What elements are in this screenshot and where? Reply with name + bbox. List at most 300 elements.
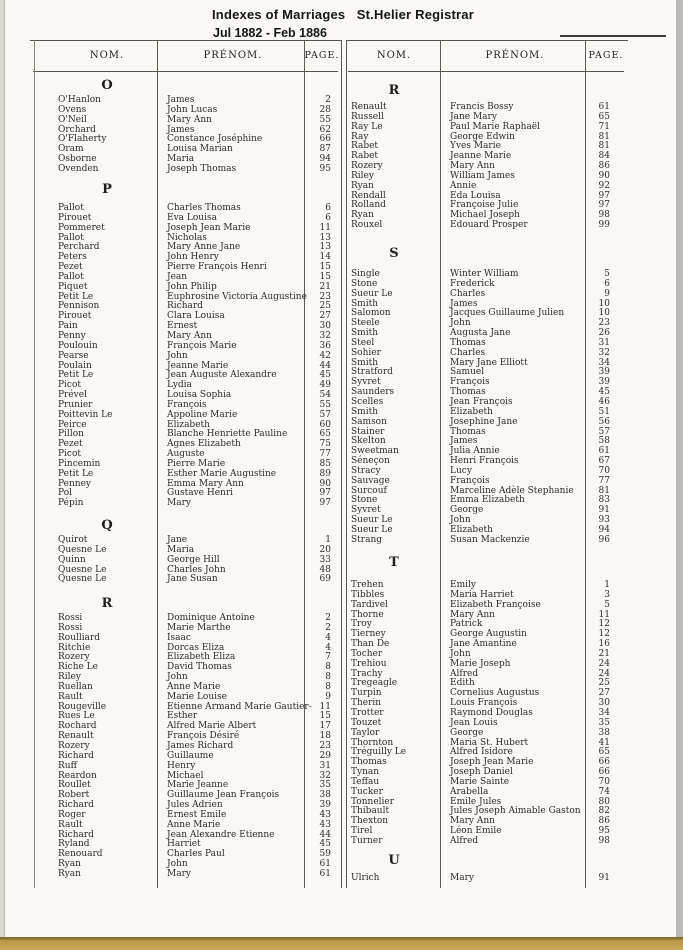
- page-cell: 41: [598, 737, 610, 748]
- nom-cell: Picot: [58, 449, 82, 460]
- nom-cell: Sohier: [351, 347, 381, 358]
- prenom-cell: Thomas: [450, 387, 486, 398]
- page-cell: 32: [598, 347, 610, 358]
- nom-cell: Rault: [58, 691, 83, 702]
- prenom-cell: John: [450, 515, 471, 526]
- page-cell: 65: [598, 111, 610, 122]
- prenom-cell: James Richard: [167, 740, 234, 751]
- index-row: [350, 428, 612, 438]
- page-cell: 62: [319, 124, 331, 135]
- nom-cell: Renault: [58, 731, 94, 742]
- page-cell: 93: [598, 515, 610, 526]
- page-cell: 57: [319, 409, 331, 420]
- prenom-cell: Alfred Marie Albert: [167, 721, 257, 732]
- nom-cell: Pépin: [58, 498, 84, 509]
- nom-cell: Stone: [351, 495, 378, 506]
- page-cell: 2: [325, 622, 331, 633]
- prenom-cell: Harriet: [167, 839, 201, 850]
- nom-cell: Ray: [351, 131, 369, 142]
- nom-cell: Tregeagle: [351, 678, 398, 689]
- nom-cell: Ulrich: [351, 873, 380, 883]
- prenom-cell: John Lucas: [167, 104, 218, 115]
- nom-cell: Pirouet: [58, 311, 92, 322]
- page-cell: 13: [319, 242, 331, 253]
- index-row: [350, 874, 612, 884]
- page-cell: 95: [598, 826, 610, 837]
- prenom-cell: Auguste: [167, 449, 205, 460]
- page-cell: 65: [319, 429, 331, 440]
- nom-cell: Renouard: [58, 849, 103, 860]
- page-cell: 83: [598, 495, 610, 506]
- index-row: [57, 263, 333, 273]
- nom-cell: Trehen: [351, 580, 384, 590]
- nom-cell: Smith: [351, 328, 378, 339]
- prenom-cell: Jane Mary: [450, 111, 497, 122]
- page-cell: 57: [598, 426, 610, 437]
- prenom-cell: Louis François: [450, 698, 518, 709]
- page-cell: 24: [598, 658, 610, 669]
- page-cell: 8: [325, 681, 331, 692]
- nom-cell: Poittevin Le: [58, 409, 113, 420]
- prenom-cell: Thomas: [450, 426, 486, 437]
- prenom-cell: Jane Amantine: [450, 639, 517, 650]
- nom-cell: Orchard: [58, 124, 96, 135]
- page-cell: 42: [319, 350, 331, 361]
- nom-cell: Quinn: [58, 554, 86, 565]
- section-rows: [350, 874, 612, 884]
- prenom-cell: Ernest: [167, 321, 198, 332]
- page-cell: 10: [598, 308, 610, 319]
- page-cell: 15: [319, 262, 331, 273]
- section-rows: [57, 96, 333, 175]
- nom-cell: Rouxel: [351, 220, 383, 231]
- prenom-cell: John: [167, 859, 188, 870]
- page-cell: 34: [598, 707, 610, 718]
- header-nom-right: NOM.: [376, 50, 412, 61]
- page-cell: 39: [319, 800, 331, 811]
- nom-cell: Roulliard: [58, 632, 101, 643]
- index-row: [350, 660, 612, 670]
- prenom-cell: Alfred: [450, 835, 479, 846]
- page-cell: 8: [325, 662, 331, 673]
- prenom-cell: Etienne Armand Marie Gautier-: [167, 701, 312, 712]
- page-cell: 90: [319, 478, 331, 489]
- prenom-cell: Charles: [450, 347, 486, 358]
- page-cell: 77: [319, 449, 331, 460]
- index-row: [57, 145, 333, 155]
- index-row: [350, 827, 612, 837]
- section-letter-s: S: [389, 246, 399, 261]
- section-rows: [57, 536, 333, 585]
- prenom-cell: Michael Joseph: [450, 210, 520, 221]
- prenom-cell: Joseph Daniel: [450, 767, 513, 778]
- nom-cell: Rozery: [351, 161, 383, 172]
- prenom-cell: Léon Emile: [450, 826, 502, 837]
- prenom-cell: Euphrosine Victoria Augustine: [167, 291, 307, 302]
- prenom-cell: Louisa Sophia: [167, 390, 232, 401]
- prenom-cell: John: [450, 648, 471, 659]
- section-rows: [57, 614, 333, 880]
- nom-cell: Reardon: [58, 770, 97, 781]
- prenom-cell: François: [450, 475, 490, 486]
- prenom-cell: Edith: [450, 678, 475, 689]
- page-cell: 69: [319, 574, 331, 585]
- header-prenom-left: PRÉNOM.: [203, 50, 263, 61]
- index-row: [57, 342, 333, 352]
- nom-cell: Thornton: [351, 737, 394, 748]
- page-cell: 35: [598, 717, 610, 728]
- section-letter-q: Q: [101, 518, 113, 533]
- prenom-cell: François Désiré: [167, 731, 240, 742]
- index-row: [350, 536, 612, 546]
- nom-cell: Pincemin: [58, 458, 101, 469]
- nom-cell: Pillon: [58, 429, 84, 440]
- prenom-cell: Marie Joseph: [450, 658, 511, 669]
- prenom-cell: Françoise Julie: [450, 200, 519, 211]
- page-cell: 55: [319, 399, 331, 410]
- prenom-cell: Jean François: [450, 396, 513, 407]
- nom-cell: Tierney: [351, 629, 386, 640]
- nom-cell: Turpin: [351, 688, 382, 699]
- index-row: [350, 309, 612, 319]
- nom-cell: Ritchie: [58, 642, 91, 653]
- page-cell: 9: [604, 288, 610, 299]
- section-rows: [350, 103, 612, 231]
- page-cell: 74: [598, 786, 610, 797]
- nom-cell: Prunier: [58, 399, 93, 410]
- nom-cell: Smith: [351, 357, 378, 368]
- nom-cell: Quesne Le: [58, 574, 107, 585]
- prenom-cell: Jane Susan: [167, 574, 218, 585]
- nom-cell: Richard: [58, 800, 94, 811]
- page-cell: 30: [598, 698, 610, 709]
- prenom-cell: Constance Joséphine: [167, 134, 263, 145]
- index-row: [57, 489, 333, 499]
- nom-cell: Thomas: [351, 757, 387, 768]
- page-cell: 46: [598, 396, 610, 407]
- nom-cell: Rault: [58, 819, 83, 830]
- page-cell: 89: [319, 468, 331, 479]
- index-row: [350, 457, 612, 467]
- prenom-cell: Jane: [167, 535, 188, 545]
- page-cell: 25: [598, 678, 610, 689]
- nom-cell: Sauvage: [351, 475, 390, 486]
- prenom-cell: James: [167, 124, 195, 135]
- prenom-cell: Marie Sainte: [450, 776, 510, 787]
- prenom-cell: Mary Ann: [450, 161, 495, 172]
- nom-cell: Petit Le: [58, 468, 94, 479]
- prenom-cell: Jules Adrien: [167, 800, 223, 811]
- nom-cell: Pain: [58, 321, 78, 332]
- prenom-cell: Gustave Henri: [167, 488, 234, 499]
- prenom-cell: Charles: [450, 288, 486, 299]
- page-cell: 35: [319, 780, 331, 791]
- prenom-cell: Julia Annie: [450, 446, 500, 457]
- prenom-cell: Josephine Jane: [450, 416, 518, 427]
- page-cell: 86: [598, 816, 610, 827]
- nom-cell: Pallot: [58, 232, 84, 243]
- prenom-cell: John: [167, 350, 188, 361]
- nom-cell: Poulouin: [58, 340, 98, 351]
- prenom-cell: Maria St. Hubert: [450, 737, 529, 748]
- page-cell: 8: [325, 672, 331, 683]
- page-cell: 4: [325, 642, 331, 653]
- nom-cell: Tréguilly Le: [351, 747, 407, 758]
- prenom-cell: Maria: [167, 154, 195, 165]
- page-cell: 81: [598, 141, 610, 152]
- prenom-cell: François: [450, 377, 490, 388]
- page-right-edge: [676, 0, 683, 950]
- nom-cell: Richard: [58, 750, 94, 761]
- page-cell: 38: [598, 727, 610, 738]
- page-cell: 95: [319, 163, 331, 174]
- prenom-cell: Augusta Jane: [450, 328, 511, 339]
- nom-cell: Touzet: [351, 717, 382, 728]
- prenom-cell: Winter William: [450, 269, 519, 279]
- index-row: [350, 172, 612, 182]
- page-cell: 45: [598, 387, 610, 398]
- page-cell: 6: [325, 212, 331, 223]
- page-cell: 27: [319, 311, 331, 322]
- page-cell: 98: [598, 210, 610, 221]
- nom-cell: Saunders: [351, 387, 395, 398]
- nom-cell: Tirel: [351, 826, 373, 837]
- page-cell: 43: [319, 819, 331, 830]
- nom-cell: Oram: [58, 144, 84, 155]
- nom-cell: Ryan: [351, 180, 374, 191]
- nom-cell: Quesne Le: [58, 544, 107, 555]
- page-cell: 15: [319, 271, 331, 282]
- nom-cell: Syvret: [351, 377, 381, 388]
- page-cell: 70: [598, 465, 610, 476]
- page-cell: 61: [319, 859, 331, 870]
- page-cell: 54: [319, 390, 331, 401]
- prenom-cell: Anne Marie: [167, 819, 221, 830]
- prenom-cell: Joseph Jean Marie: [450, 757, 534, 768]
- nom-cell: Therin: [351, 698, 382, 709]
- page-cell: 34: [598, 357, 610, 368]
- prenom-cell: Edouard Prosper: [450, 220, 528, 231]
- prenom-cell: James: [450, 436, 478, 447]
- nom-cell: Thorne: [351, 609, 384, 620]
- nom-cell: Séneçon: [351, 456, 390, 467]
- nom-cell: Ryan: [351, 210, 374, 221]
- nom-cell: Ryan: [58, 868, 81, 879]
- prenom-cell: Arabella: [450, 786, 489, 797]
- index-row: [350, 640, 612, 650]
- prenom-cell: Charles John: [167, 564, 226, 575]
- page-cell: 61: [319, 868, 331, 879]
- prenom-cell: Esther Marie Augustine: [167, 468, 277, 479]
- nom-cell: Surcouf: [351, 485, 387, 496]
- prenom-cell: Joseph Jean Marie: [167, 222, 251, 233]
- prenom-cell: Thomas: [450, 337, 486, 348]
- nom-cell: Rochard: [58, 721, 97, 732]
- nom-cell: Pezet: [58, 262, 83, 273]
- prenom-cell: Frederick: [450, 278, 495, 289]
- header-bottom-rule-left: [33, 71, 338, 72]
- nom-cell: Pearse: [58, 350, 89, 361]
- page-cell: 31: [319, 760, 331, 771]
- prenom-cell: Emma Elizabeth: [450, 495, 525, 506]
- section-letter-r: R: [388, 83, 400, 98]
- prenom-cell: Raymond Douglas: [450, 707, 533, 718]
- nom-cell: Perchard: [58, 242, 100, 253]
- nom-cell: O'Neil: [58, 114, 87, 125]
- page-cell: 11: [598, 609, 610, 620]
- page-cell: 4: [325, 632, 331, 643]
- prenom-cell: Mary Ann: [167, 114, 212, 125]
- prenom-cell: Jeanne Marie: [167, 360, 229, 371]
- prenom-cell: John Philip: [167, 281, 217, 292]
- table-border-line: [34, 40, 35, 888]
- index-row: [57, 165, 333, 175]
- page-cell: 26: [598, 328, 610, 339]
- prenom-cell: John: [167, 672, 188, 683]
- nom-cell: Rozery: [58, 652, 90, 663]
- prenom-cell: Mary Jane Elliott: [450, 357, 528, 368]
- index-row: [57, 850, 333, 860]
- page-cell: 98: [598, 835, 610, 846]
- page-left-edge: [0, 0, 5, 950]
- page-cell: 97: [319, 488, 331, 499]
- nom-cell: Renault: [351, 102, 387, 112]
- page-cell: 67: [598, 456, 610, 467]
- page-cell: 29: [319, 750, 331, 761]
- table-divider-line: [346, 40, 347, 888]
- prenom-cell: Jean Louis: [450, 717, 498, 728]
- prenom-cell: Anne Marie: [167, 681, 221, 692]
- prenom-cell: Jean: [167, 271, 188, 282]
- prenom-cell: Maria Harriet: [450, 589, 514, 600]
- nom-cell: Poulain: [58, 360, 92, 371]
- prenom-cell: Paul Marie Raphaël: [450, 121, 540, 132]
- nom-cell: Sweetman: [351, 446, 399, 457]
- page-cell: 7: [325, 652, 331, 663]
- page-cell: 6: [325, 203, 331, 213]
- prenom-cell: Pierre Marie: [167, 458, 226, 469]
- index-row: [350, 221, 612, 231]
- prenom-cell: Emily: [450, 580, 476, 590]
- prenom-cell: Jules Joseph Aimable Gaston: [450, 806, 581, 817]
- prenom-cell: Eva Louisa: [167, 212, 217, 223]
- prenom-cell: Susan Mackenzie: [450, 534, 530, 545]
- nom-cell: Than De: [351, 639, 390, 650]
- page-cell: 32: [319, 330, 331, 341]
- section-rows: [350, 270, 612, 546]
- nom-cell: Steel: [351, 337, 375, 348]
- nom-cell: Tardivel: [351, 599, 388, 610]
- prenom-cell: Clara Louisa: [167, 311, 225, 322]
- prenom-cell: Eda Louisa: [450, 190, 501, 201]
- prenom-cell: George Hill: [167, 554, 220, 565]
- page-cell: 20: [319, 544, 331, 555]
- page-cell: 94: [319, 154, 331, 165]
- nom-cell: Turner: [351, 835, 383, 846]
- page-cell: 51: [598, 406, 610, 417]
- nom-cell: O'Flaherty: [58, 134, 107, 145]
- page-cell: 61: [598, 446, 610, 457]
- nom-cell: Pallot: [58, 203, 84, 213]
- scan-stray-line: [560, 35, 666, 37]
- prenom-cell: Isaac: [167, 632, 191, 643]
- nom-cell: Samson: [351, 416, 387, 427]
- page-cell: 31: [598, 337, 610, 348]
- page-cell: 45: [319, 370, 331, 381]
- header-page-left: PAGE.: [304, 50, 340, 61]
- prenom-cell: Charles Thomas: [167, 203, 241, 213]
- index-row: [350, 837, 612, 847]
- prenom-cell: Lydia: [167, 380, 192, 391]
- page-cell: 71: [598, 121, 610, 132]
- page-cell: 18: [319, 731, 331, 742]
- page-cell: 11: [319, 701, 331, 712]
- nom-cell: Richard: [58, 829, 94, 840]
- nom-cell: Tucker: [351, 786, 383, 797]
- nom-cell: Scelles: [351, 396, 384, 407]
- page-cell: 77: [598, 475, 610, 486]
- page-cell: 12: [598, 629, 610, 640]
- page-cell: 97: [598, 200, 610, 211]
- nom-cell: Stone: [351, 278, 378, 289]
- page-cell: 81: [598, 131, 610, 142]
- index-row: [57, 575, 333, 585]
- page-cell: 92: [598, 180, 610, 191]
- page-cell: 75: [319, 439, 331, 450]
- nom-cell: Single: [351, 269, 380, 279]
- nom-cell: Sueur Le: [351, 288, 393, 299]
- header-nom-left: NOM.: [89, 50, 125, 61]
- page-cell: 5: [604, 269, 610, 279]
- nom-cell: Tynan: [351, 767, 380, 778]
- nom-cell: Riley: [58, 672, 81, 683]
- page-cell: 66: [598, 767, 610, 778]
- nom-cell: Tocher: [351, 648, 383, 659]
- nom-cell: Smith: [351, 298, 378, 309]
- nom-cell: Roger: [58, 809, 86, 820]
- section-letter-o: O: [101, 78, 113, 93]
- prenom-cell: Mary: [450, 873, 474, 883]
- section-letter-p: P: [102, 182, 112, 197]
- index-row: [350, 290, 612, 300]
- nom-cell: Russell: [351, 111, 384, 122]
- nom-cell: Taylor: [351, 727, 380, 738]
- page-cell: 85: [319, 458, 331, 469]
- nom-cell: Stracy: [351, 465, 381, 476]
- prenom-cell: George Edwin: [450, 131, 515, 142]
- page-cell: 1: [325, 535, 331, 545]
- prenom-cell: Yves Marie: [450, 141, 501, 152]
- prenom-cell: Guillaume Jean François: [167, 790, 280, 801]
- prenom-cell: Cornelius Augustus: [450, 688, 540, 699]
- page-cell: 14: [319, 252, 331, 263]
- prenom-cell: Louisa Marian: [167, 144, 233, 155]
- nom-cell: Ryan: [58, 859, 81, 870]
- prenom-cell: Samuel: [450, 367, 485, 378]
- prenom-cell: Elizabeth: [450, 406, 493, 417]
- page-cell: 49: [319, 380, 331, 391]
- nom-cell: Ovenden: [58, 163, 99, 174]
- nom-cell: Trotter: [351, 707, 384, 718]
- index-row: [57, 752, 333, 762]
- nom-cell: Teffau: [351, 776, 380, 787]
- prenom-cell: Marie Louise: [167, 691, 227, 702]
- page-cell: 80: [598, 796, 610, 807]
- page-title: Indexes of Marriages St.Helier Registrar: [212, 7, 474, 22]
- nom-cell: Sueur Le: [351, 515, 393, 526]
- header-prenom-right: PRÉNOM.: [485, 50, 545, 61]
- prenom-cell: George: [450, 505, 484, 516]
